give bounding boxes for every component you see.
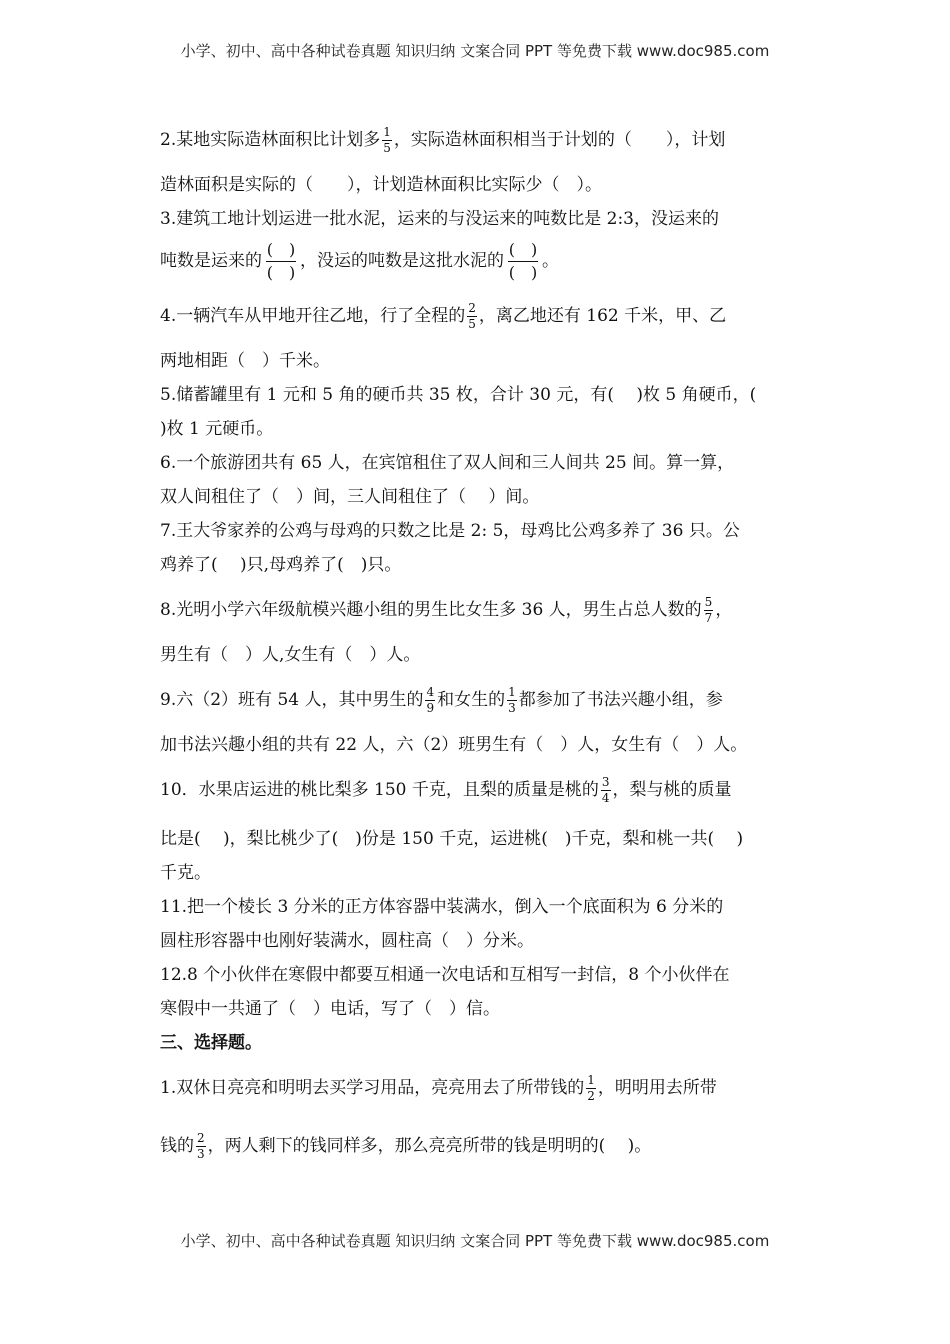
fraction: $\frac{2}{5}$ xyxy=(468,300,476,331)
q2-text-a: 2.某地实际造林面积比计划多 xyxy=(160,130,381,150)
section-title: 三、选择题。 xyxy=(160,1033,262,1053)
q3-text-a: 吨数是运来的 xyxy=(160,251,262,271)
blank-fraction: ( ) ( ) xyxy=(266,239,296,282)
question-6: 6.一个旅游团共有 65 人，在宾馆租住了双人间和三人间共 25 间。算一算， 双人间租住了（ ）间，三人间租住了（ ）间。 xyxy=(160,453,735,507)
question-content xyxy=(160,118,800,1168)
page-header: 小学、初中、高中各种试卷真题 知识归纳 文案合同 PPT 等免费下载 www.doc985.com xyxy=(180,42,770,60)
q2-text-b: ，实际造林面积相当于计划的（ ），计划 xyxy=(393,130,726,150)
fraction: $\frac{1}{5}$ xyxy=(383,124,391,155)
question-2 xyxy=(160,118,800,202)
fraction: $\frac{3}{4}$ xyxy=(601,774,610,805)
blank-fraction: ( ) ( ) xyxy=(508,239,538,282)
page-footer: 小学、初中、高中各种试卷真题 知识归纳 文案合同 PPT 等免费下载 www.doc985.com xyxy=(180,1232,770,1250)
question-11: 11.把一个棱长 3 分米的正方体容器中装满水，倒入一个底面积为 6 分米的 圆柱形容器中也刚好装满水，圆柱高（ ）分米。 xyxy=(160,897,724,951)
question-9: 9.六（2）班有 54 人，其中男生的 $\frac{4}{9}$ 和女生的 $\frac{1}{3}$ 都参加了书法兴趣小组，参 加书法兴趣小组的共有 22 人，六（2）班男生有（ ）人，女生有（ ）人。 xyxy=(160,684,748,755)
fraction: $\frac{4}{9}$ xyxy=(426,684,435,715)
fraction: $\frac{1}{3}$ xyxy=(508,684,516,715)
fraction: $\frac{2}{3}$ xyxy=(197,1130,205,1161)
question-5: 5.储蓄罐里有 1 元和 5 角的硬币共 35 枚，合计 30 元，有( )枚 5 角硬币，( )枚 1 元硬币。 xyxy=(160,385,757,439)
question-4: 4.一辆汽车从甲地开往乙地，行了全程的 $\frac{2}{5}$ ，离乙地还有 162 千米，甲、乙 两地相距（ ）千米。 xyxy=(160,300,727,371)
question-10: 10．水果店运进的桃比梨多 150 千克，且梨的质量是桃的 $\frac{3}{4}$ ，梨与桃的质量 比是( )，梨比桃少了( )份是 150 千克，运进桃( )千克，梨和桃一共( ) 千克。 xyxy=(160,774,744,883)
fraction: $\frac{5}{7}$ xyxy=(704,594,713,625)
choice-question-1: 1.双休日亮亮和明明去买学习用品，亮亮用去了所带钱的 $\frac{1}{2}$ ，明明用去所带 钱的 $\frac{2}{3}$ ，两人剩下的钱同样多，那么亮亮所带的钱是明明的( )。 xyxy=(160,1072,717,1161)
q2-text-line2: 造林面积是实际的（ ），计划造林面积比实际少（ ）。 xyxy=(160,175,602,195)
question-7: 7.王大爷家养的公鸡与母鸡的只数之比是 2: 5，母鸡比公鸡多养了 36 只。公 鸡养了( )只,母鸡养了( )只。 xyxy=(160,521,740,575)
q3-text-line1: 3.建筑工地计划运进一批水泥，运来的与没运来的吨数比是 2:3，没运来的 xyxy=(160,209,719,229)
fraction: $\frac{1}{2}$ xyxy=(587,1072,595,1103)
q3-text-b: ，没运的吨数是这批水泥的 xyxy=(300,251,504,271)
question-12: 12.8 个小伙伴在寒假中都要互相通一次电话和互相写一封信，8 个小伙伴在 寒假中一共通了（ ）电话，写了（ ）信。 xyxy=(160,965,730,1019)
question-3: 3.建筑工地计划运进一批水泥，运来的与没运来的吨数比是 2:3，没运来的 吨数是运来的 ( ) ( ) ，没运的吨数是这批水泥的 ( ) ( ) 。 xyxy=(160,202,800,286)
question-8: 8.光明小学六年级航模兴趣小组的男生比女生多 36 人，男生占总人数的 $\frac{5}{7}$ ， 男生有（ ）人,女生有（ ）人。 xyxy=(160,594,733,665)
